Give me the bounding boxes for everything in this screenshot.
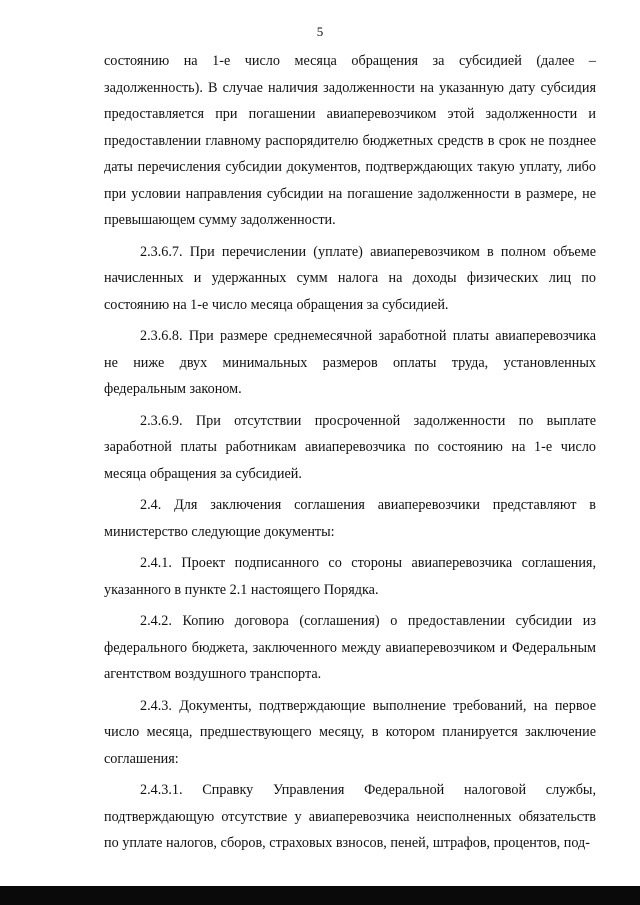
page-number: 5 [316, 24, 324, 39]
paragraph-2-4-2: 2.4.2. Копию договора (соглашения) о предоставлении субсидии из федерального бюджета, заключенного между авиаперевозчиком и Федеральным агентством воздушного транспорта. [104, 613, 596, 682]
paragraph-2-3-6-8: 2.3.6.8. При размере среднемесячной заработной платы авиаперевозчика не ниже двух минимальных размеров оплаты труда, установленных федеральным законом. [104, 328, 596, 397]
paragraph-2-4-3: 2.4.3. Документы, подтверждающие выполнение требований, на первое число месяца, предшествующего месяцу, в котором планируется заключение соглашения: [104, 697, 596, 767]
paragraph-continuation: состоянию на 1-е число месяца обращения за субсидией (далее – задолженность). В случае наличия задолженности на указанную дату субсидия предоставляется при погашении авиаперевозчиком этой задолженности и предоставлении главному распорядителю бюджетных средств в срок не позднее даты перечисления субсидии документов, подтверждающих такую уплату, либо при условии направления субсидии на погашение задолженности в размере, не превышающем сумму задолженности. [104, 53, 596, 228]
paragraph-2-4: 2.4. Для заключения соглашения авиаперевозчики представляют в министерство следующие документы: [104, 497, 596, 540]
paragraph-2-3-6-9: 2.3.6.9. При отсутствии просроченной задолженности по выплате заработной платы работникам авиаперевозчика по состоянию на 1-е число месяца обращения за субсидией. [104, 412, 596, 482]
paragraph-2-4-1: 2.4.1. Проект подписанного со стороны авиаперевозчика соглашения, указанного в пункте 2.1 настоящего Порядка. [104, 555, 596, 598]
paragraph-2-3-6-7: 2.3.6.7. При перечислении (уплате) авиаперевозчиком в полном объеме начисленных и удержанных сумм налога на доходы физических лиц по состоянию на 1-е число месяца обращения за субсидией. [104, 243, 596, 313]
paragraph-2-4-3-1: 2.4.3.1. Справку Управления Федеральной налоговой службы, подтверждающую отсутствие у авиаперевозчика неисполненных обязательств по уплате налогов, сборов, страховых взносов, пеней, штрафов, процентов, под- [104, 782, 596, 851]
document-body [104, 48, 596, 857]
scan-edge-bar [0, 886, 640, 905]
